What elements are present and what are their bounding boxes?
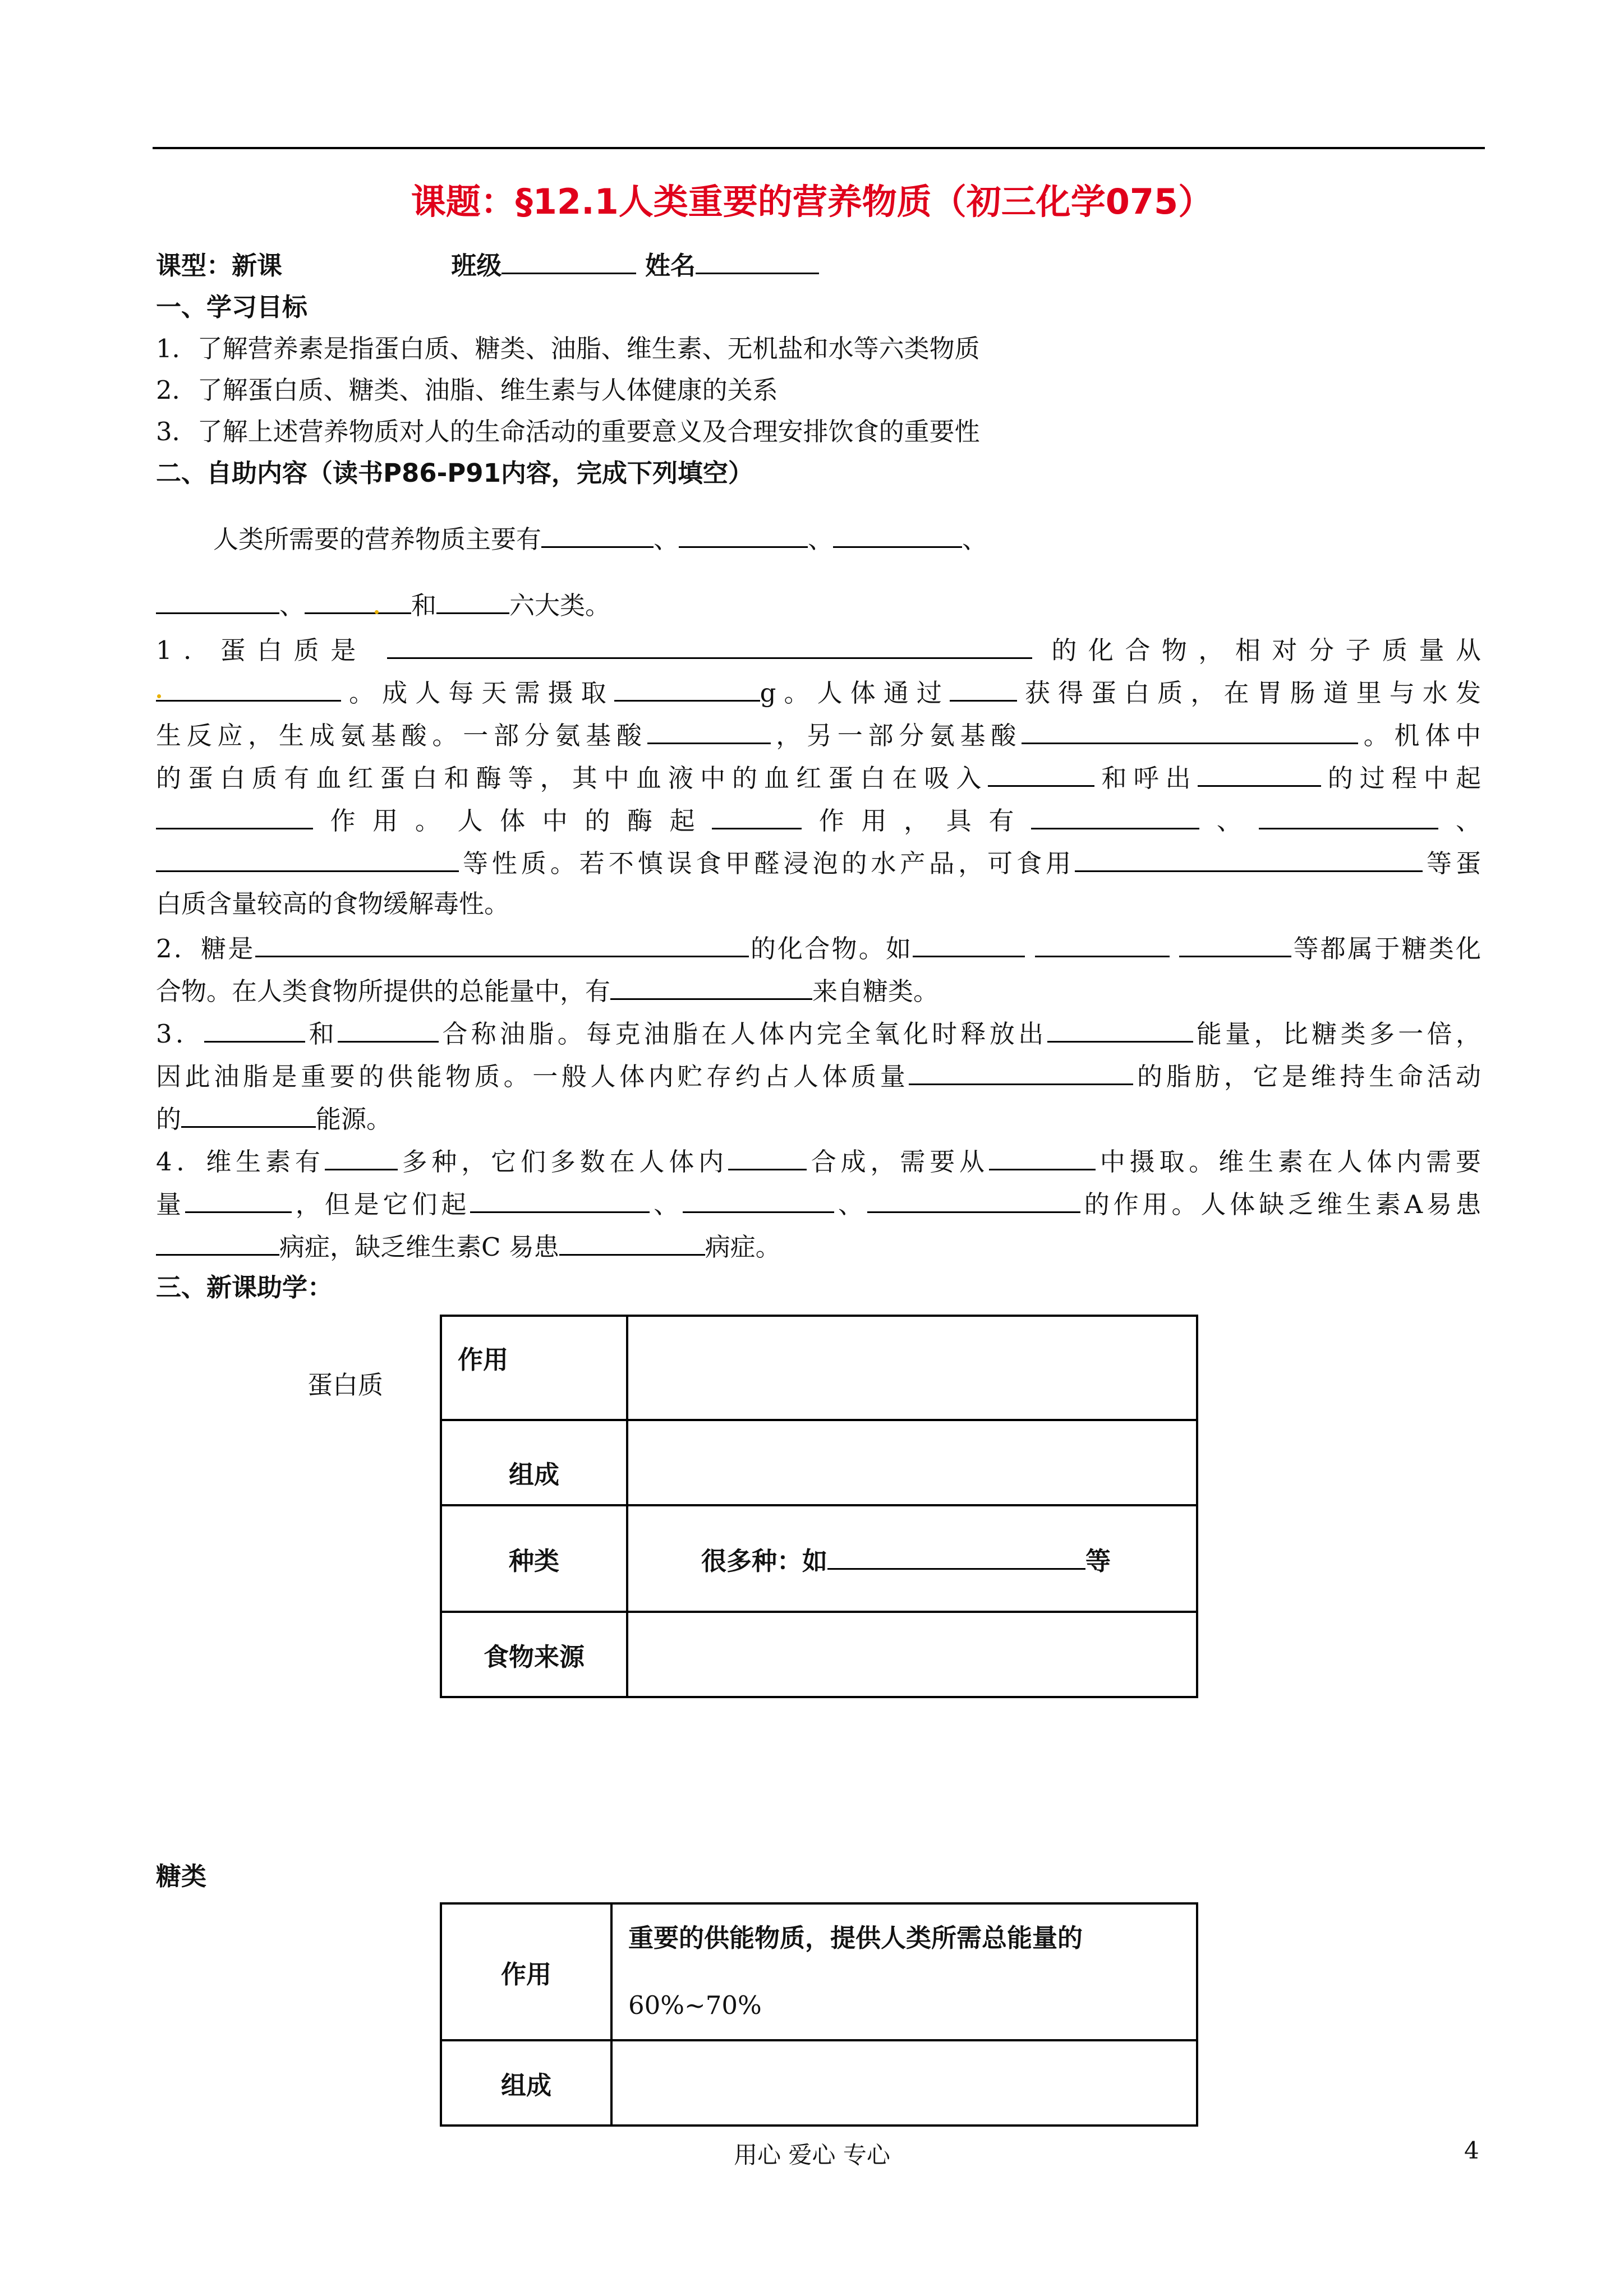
blank[interactable]	[305, 587, 411, 614]
lesson-type: 课型：新课	[156, 251, 283, 280]
blank[interactable]	[1022, 717, 1358, 744]
p3-line-1: 3． 和 合称油脂。每克油脂在人体内完全氧化时释放出 能量，比糖类多一倍，	[156, 1015, 1481, 1051]
protein-table	[440, 1315, 1198, 1698]
blank[interactable]	[156, 1228, 279, 1256]
class-label: 班级	[451, 251, 502, 280]
speck-mark	[157, 694, 161, 698]
blank[interactable]	[470, 1186, 650, 1213]
blank[interactable]	[156, 802, 313, 829]
blank[interactable]	[683, 1186, 834, 1213]
blank[interactable]	[541, 520, 654, 548]
blank[interactable]	[1259, 802, 1438, 829]
section1-heading: 一、学习目标	[156, 292, 308, 322]
protein-types-blank[interactable]	[827, 1542, 1085, 1570]
blank[interactable]	[204, 1015, 305, 1043]
p4-line-3: 病症，缺乏维生素C 易患 病症。	[156, 1228, 781, 1264]
blank[interactable]	[647, 717, 771, 744]
protein-source-label: 食物来源	[441, 1612, 627, 1697]
blank[interactable]	[338, 1015, 439, 1043]
blank[interactable]	[1035, 930, 1170, 957]
blank[interactable]	[988, 759, 1094, 787]
intro-line-2: 、 和 六大类。	[156, 587, 610, 623]
intro-line-1: 人类所需要的营养物质主要有 、 、 、	[213, 520, 987, 556]
objective-2: 2．了解蛋白质、糖类、油脂、维生素与人体健康的关系	[156, 375, 778, 405]
protein-composition-label: 组成	[441, 1420, 627, 1505]
protein-types-label: 种类	[441, 1505, 627, 1612]
blank[interactable]	[909, 1058, 1133, 1085]
p1-line-1: 1．蛋白质是 的化合物，相对分子质量从	[156, 631, 1481, 667]
p1-line-4: 的蛋白质有血红蛋白和酶等，其中血液中的血红蛋白在吸入 和呼出 的过程中起	[156, 759, 1481, 795]
blank[interactable]	[833, 520, 962, 548]
name-label: 姓名	[645, 251, 696, 280]
p3-line-2: 因此油脂是重要的供能物质。一般人体内贮存约占人体质量 的脂肪，它是维持生命活动	[156, 1058, 1481, 1094]
sugar-role-text: 重要的供能物质，提供人类所需总能量的	[628, 1923, 1083, 1953]
objective-1: 1．了解营养素是指蛋白质、糖类、油脂、维生素、无机盐和水等六类物质	[156, 334, 980, 363]
sugar-composition-cell[interactable]	[611, 2040, 1197, 2126]
class-field[interactable]	[502, 247, 636, 274]
protein-types-cell: 很多种：如 等	[627, 1505, 1197, 1612]
blank[interactable]	[867, 1186, 1080, 1213]
sugar-composition-label: 组成	[441, 2040, 611, 2126]
p1-line-5: 作用。人体中的酶起 作用，具有 、 、	[156, 802, 1481, 838]
p2-line-2: 合物。在人类食物所提供的总能量中，有 来自糖类。	[156, 972, 938, 1008]
blank[interactable]	[1075, 845, 1423, 872]
blank[interactable]	[185, 1186, 292, 1213]
sugar-label: 糖类	[156, 1861, 207, 1891]
blank[interactable]	[181, 1100, 316, 1128]
protein-label: 蛋白质	[307, 1370, 384, 1400]
page-number: 4	[1464, 2137, 1479, 2164]
blank[interactable]	[387, 631, 1032, 659]
p1-line-7: 白质含量较高的食物缓解毒性。	[156, 889, 510, 919]
blank[interactable]	[156, 587, 279, 614]
blank[interactable]	[728, 1143, 807, 1170]
p3-line-3: 的 能源。	[156, 1100, 392, 1136]
blank[interactable]	[610, 972, 812, 1000]
blank[interactable]	[156, 845, 459, 872]
blank[interactable]	[1031, 802, 1199, 829]
blank[interactable]	[989, 1143, 1096, 1170]
footer-motto: 用心 爱心 专心	[734, 2141, 890, 2169]
speck-mark	[375, 610, 379, 614]
p1-line-2: 。成人每天需摄取 g。人体通过 获得蛋白质，在胃肠道里与水发	[156, 674, 1481, 710]
protein-role-cell[interactable]	[627, 1316, 1197, 1420]
section2-heading: 二、自助内容（读书P86-P91内容，完成下列填空）	[156, 458, 753, 488]
p1-line-6: 等性质。若不慎误食甲醛浸泡的水产品，可食用 等蛋	[156, 845, 1481, 880]
blank[interactable]	[712, 802, 802, 829]
p4-line-2: 量 ，但是它们起 、 、 的作用。人体缺乏维生素A易患	[156, 1186, 1481, 1221]
sugar-role-percent: 60%~70%	[628, 1990, 762, 2020]
p2-line-1: 2．糖是 的化合物。如 等都属于糖类化	[156, 930, 1481, 966]
protein-composition-cell[interactable]	[627, 1420, 1197, 1505]
blank[interactable]	[679, 520, 808, 548]
blank[interactable]	[614, 674, 760, 702]
sugar-role-cell	[611, 1903, 1197, 2040]
blank[interactable]	[950, 674, 1017, 702]
blank[interactable]	[255, 930, 749, 957]
blank[interactable]	[436, 587, 509, 614]
objective-3: 3．了解上述营养物质对人的生命活动的重要意义及合理安排饮食的重要性	[156, 417, 980, 446]
info-line	[156, 247, 819, 283]
protein-role-label: 作用	[441, 1316, 627, 1420]
p4-line-1: 4．维生素有 多种，它们多数在人体内 合成，需要从 中摄取。维生素在人体内需要	[156, 1143, 1481, 1179]
section3-heading: 三、新课助学：	[156, 1273, 333, 1302]
blank[interactable]	[1198, 759, 1321, 787]
blank[interactable]	[156, 674, 341, 702]
blank[interactable]	[559, 1228, 705, 1256]
header-rule	[153, 147, 1485, 149]
page-title: 课题：§12.1人类重要的营养物质（初三化学075）	[411, 181, 1213, 222]
sugar-role-label: 作用	[441, 1903, 611, 2040]
blank[interactable]	[1047, 1015, 1193, 1043]
p1-line-3: 生反应，生成氨基酸。一部分氨基酸 ，另一部分氨基酸 。机体中	[156, 717, 1481, 753]
blank[interactable]	[1179, 930, 1291, 957]
protein-source-cell[interactable]	[627, 1612, 1197, 1697]
sugar-table	[440, 1902, 1198, 2127]
blank[interactable]	[325, 1143, 398, 1170]
name-field[interactable]	[696, 247, 819, 274]
blank[interactable]	[913, 930, 1025, 957]
